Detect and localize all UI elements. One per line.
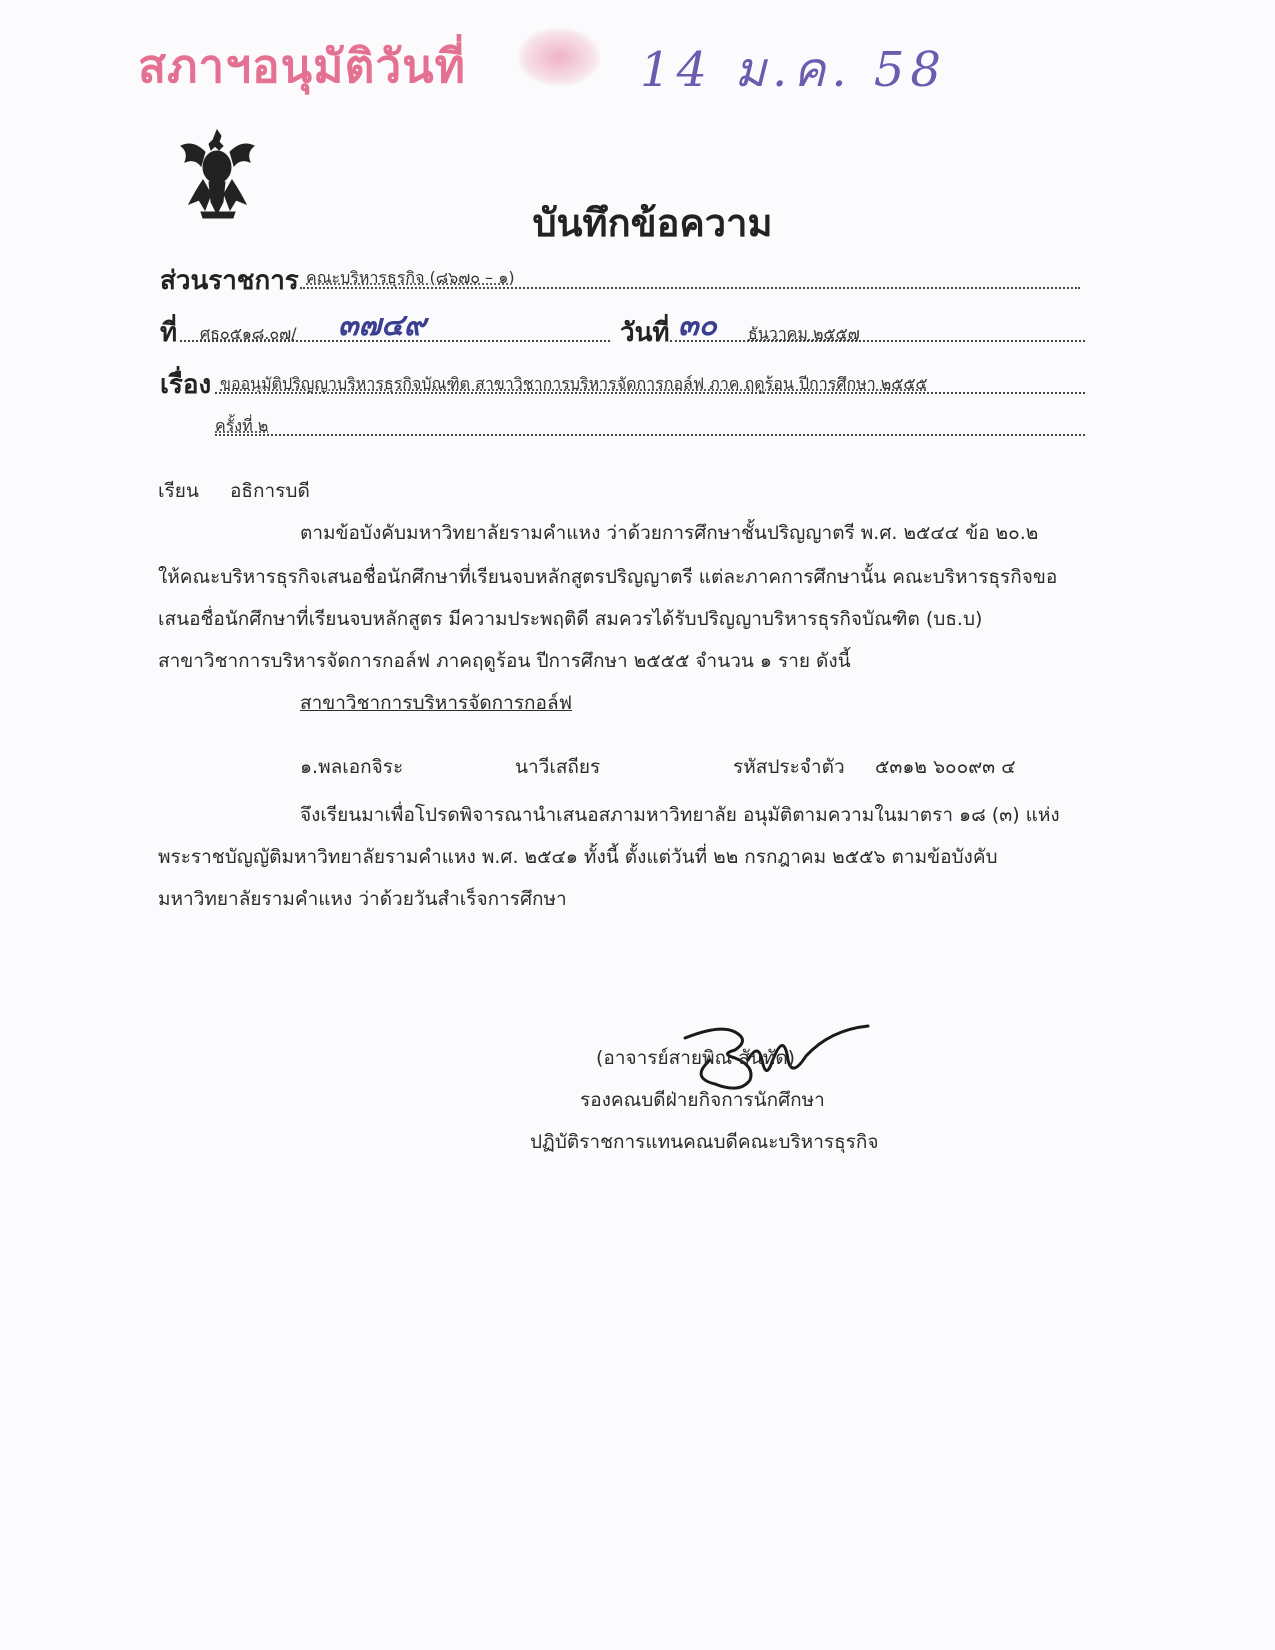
department-value: คณะบริหารธุรกิจ (๘๖๗๐ – ๑) [306, 268, 515, 287]
stamp-seal-mark [518, 28, 600, 86]
student-id-label: รหัสประจำตัว [733, 756, 845, 778]
body-para2-line2: พระราชบัญญัติมหาวิทยาลัยรามคำแหง พ.ศ. ๒๕๔๑ ทั้งนี้ ตั้งแต่วันที่ ๒๒ กรกฎาคม ๒๕๕๖ ตามข้อบังคับ [158, 846, 998, 868]
approval-stamp-label: สภาฯอนุมัติวันที่ [138, 39, 466, 93]
subject-line-1: ขออนุมัติปริญญาบริหารธุรกิจบัณฑิต สาขาวิชาการบริหารจัดการกอล์ฟ ภาค ฤดูร้อน ปีการศึกษา ๒๕๕๕ [220, 374, 928, 393]
body-para1-line2: ให้คณะบริหารธุรกิจเสนอชื่อนักศึกษาที่เรียนจบหลักสูตรปริญญาตรี แต่ละภาคการศึกษานั้น คณะบริหารธุรกิจขอ [158, 566, 1058, 588]
signatory-position-1: รองคณบดีฝ่ายกิจการนักศึกษา [580, 1089, 825, 1111]
date-dotline [670, 318, 1085, 342]
salutation-label: เรียน [158, 480, 199, 502]
date-value: ธันวาคม ๒๕๕๗ [748, 324, 860, 343]
department-label: ส่วนราชการ [160, 266, 299, 296]
subject-label: เรื่อง [160, 370, 212, 400]
salutation-value: อธิการบดี [230, 480, 310, 502]
date-label: วันที่ [620, 318, 670, 348]
body-para1-line3: เสนอชื่อนักศึกษาที่เรียนจบหลักสูตร มีความประพฤติดี สมควรได้รับปริญญาบริหารธุรกิจบัณฑิต (บธ.บ) [158, 608, 983, 630]
major-heading: สาขาวิชาการบริหารจัดการกอล์ฟ [300, 692, 573, 714]
subject-line-2: ครั้งที่ ๒ [215, 416, 269, 435]
document-title: บันทึกข้อความ [532, 201, 773, 245]
body-para2-line1: จึงเรียนมาเพื่อโปรดพิจารณานำเสนอสภามหาวิทยาลัย อนุมัติตามความในมาตรา ๑๘ (๓) แห่ง [300, 804, 1060, 826]
signatory-position-2: ปฏิบัติราชการแทนคณบดีคณะบริหารธุรกิจ [530, 1131, 879, 1153]
student-lastname: นาวีเสถียร [515, 756, 601, 778]
student-firstname: ๑.พลเอกจิระ [300, 756, 404, 778]
body-para2-line3: มหาวิทยาลัยรามคำแหง ว่าด้วยวันสำเร็จการศึกษา [158, 888, 567, 910]
handwritten-approval-date: 14 ม.ค. 58 [640, 42, 947, 98]
body-para1-line1: ตามข้อบังคับมหาวิทยาลัยรามคำแหง ว่าด้วยการศึกษาชั้นปริญญาตรี พ.ศ. ๒๕๔๔ ข้อ ๒๐.๒ [300, 522, 1039, 544]
ref-value: ศธ๐๕๑๘.๐๗/ [200, 324, 297, 343]
student-id: ๕๓๑๒ ๖๐๐๙๓ ๔ [875, 756, 1016, 778]
ref-label: ที่ [160, 318, 178, 348]
ref-number-handwritten: ๓๗๔๙ [338, 308, 426, 343]
date-day-handwritten: ๓๐ [678, 308, 717, 343]
subject-dotline-2 [215, 412, 1085, 436]
body-para1-line4: สาขาวิชาการบริหารจัดการกอล์ฟ ภาคฤดูร้อน ปีการศึกษา ๒๕๕๕ จำนวน ๑ ราย ดังนี้ [158, 650, 851, 672]
signatory-name: (อาจารย์สายพิณ สันทัด) [596, 1047, 796, 1069]
